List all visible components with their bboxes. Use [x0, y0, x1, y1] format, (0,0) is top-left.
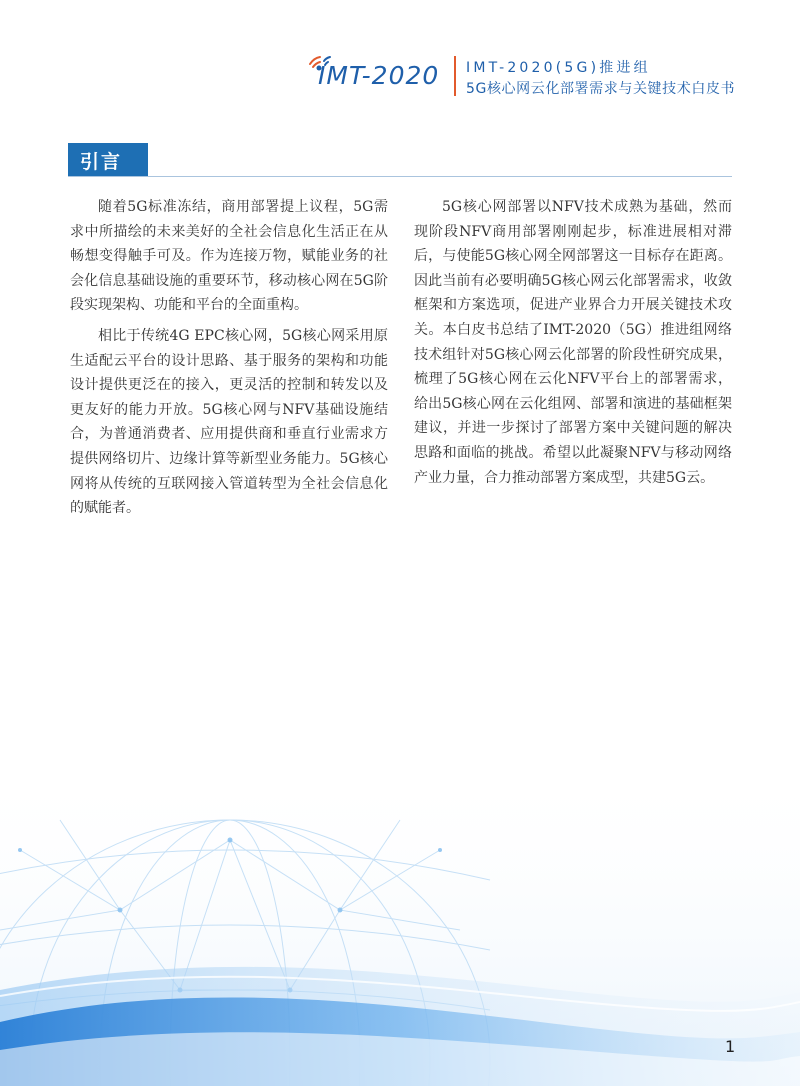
- page-number: 1: [725, 1037, 736, 1056]
- section-rule: [68, 176, 732, 177]
- paragraph: 相比于传统4G EPC核心网，5G核心网采用原生适配云平台的设计思路、基于服务的架构和功能设计提供更泛在的接入，更灵活的控制和转发以及更友好的能力开放。5G核心网与NFV基础设施结合，为普通消费者、应用提供商和垂直行业需求方提供网络切片、边缘计算等新型业务能力。5G核心网将从传统的互联网接入管道转型为全社会信息化的赋能者。: [70, 327, 388, 517]
- paragraph: 随着5G标准冻结，商用部署提上议程，5G需求中所描绘的未来美好的全社会信息化生活正在从畅想变得触手可及。作为连接万物，赋能业务的社会化信息基础设施的重要环节，移动核心网在5G阶段实现架构、功能和平台的全面重构。: [70, 199, 388, 314]
- right-column: [414, 195, 732, 496]
- logo-text: IMT-2020: [318, 61, 440, 90]
- section-title: 引言: [80, 151, 123, 173]
- header-divider: [454, 56, 456, 96]
- header-organization: IMT-2020(5G)推进组: [466, 60, 651, 76]
- decorative-globe-wave: [0, 760, 800, 1086]
- header-document-title: 5G核心网云化部署需求与关键技术白皮书: [466, 81, 736, 97]
- paragraph: 5G核心网部署以NFV技术成熟为基础，然而现阶段NFV商用部署刚刚起步，标准进展相对滞后，与使能5G核心网全网部署这一目标存在距离。因此当前有必要明确5G核心网云化部署需求，收敛框架和方案选项，促进产业界合力开展关键技术攻关。本白皮书总结了IMT-2020（5G）推进组网络技术组针对5G核心网云化部署的阶段性研究成果，梳理了5G核心网在云化NFV平台上的部署需求，给出5G核心网在云化组网、部署和演进的基础框架建议，并进一步探讨了部署方案中关键问题的解决思路和面临的挑战。希望以此凝聚NFV与移动网络产业力量，合力推动部署方案成型，共建5G云。: [414, 199, 732, 486]
- left-column: [70, 195, 388, 527]
